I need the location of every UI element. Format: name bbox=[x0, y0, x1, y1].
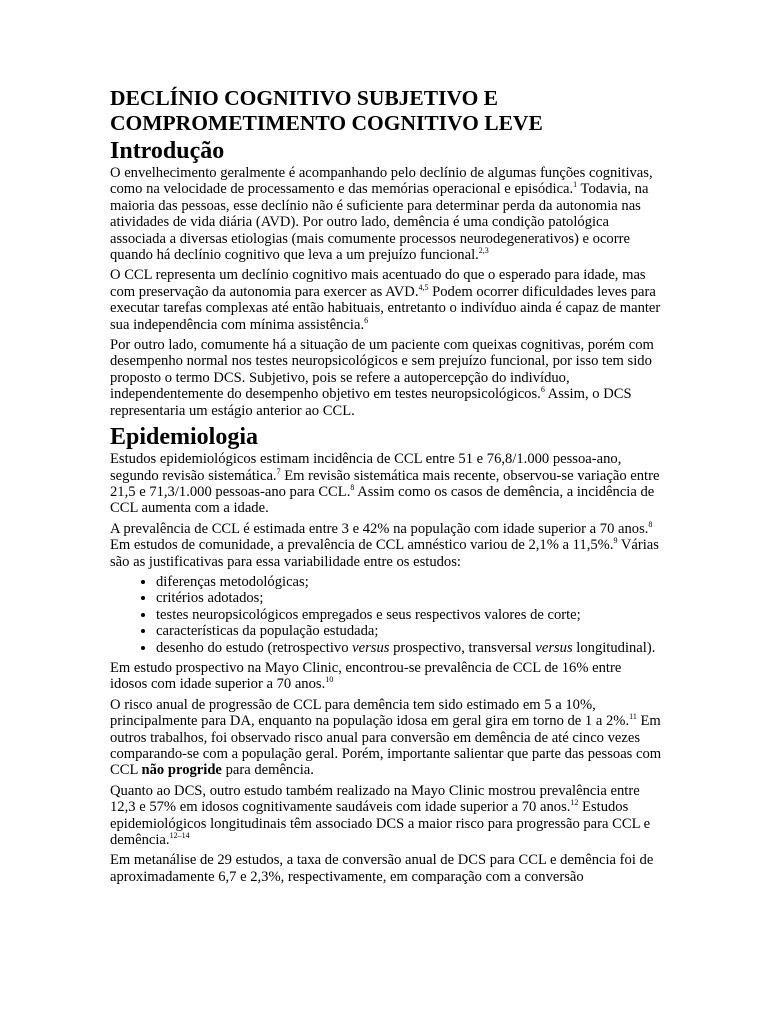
text-run: para demência. bbox=[221, 762, 314, 779]
list-item: • testes neuropsicológicos empregados e seus respectivos valores de corte; bbox=[156, 607, 662, 623]
citation-ref: 1 bbox=[573, 180, 578, 190]
epi-paragraph-5 bbox=[110, 783, 662, 849]
text-run: Em outros trabalhos, foi observado risco anual para conversão em demência de até cinco vezes comparando-se com a população geral. Porém, importante salientar que parte das pessoas com CCL bbox=[110, 713, 662, 779]
text-run: Em revisão sistemática mais recente, observou-se variação entre 21,5 e 71,3/1.000 pessoas-ano para CCL. bbox=[110, 467, 660, 500]
variability-reasons-list bbox=[110, 574, 662, 656]
text-run: longitudinal). bbox=[572, 639, 656, 656]
section-heading-epidemiologia: Epidemiologia bbox=[110, 424, 259, 451]
epi-paragraph-4 bbox=[110, 697, 662, 779]
text-run: A prevalência de CCL é estimada entre 3 e 42% na população com idade superior a 70 anos. bbox=[110, 520, 649, 537]
text-run: Todavia, na maioria das pessoas, esse declínio não é suficiente para determinar perda da autonomia nas atividades de vida diária (AVD). Por outro lado, demência é uma condição patológica associada a diversas etiologias (mais comumente processos neurodegenerativos) e ocorre quando há declínio cognitivo que leva a um prejuízo funcional. bbox=[110, 181, 649, 264]
citation-ref: 6 bbox=[540, 385, 545, 395]
text-run: desenho do estudo (retrospectivo bbox=[156, 639, 353, 656]
intro-paragraph-3 bbox=[110, 337, 662, 419]
citation-ref: 9 bbox=[613, 536, 618, 546]
epi-paragraph-6 bbox=[110, 852, 662, 885]
section-heading-introducao: Introdução bbox=[110, 138, 225, 164]
epi-paragraph-3 bbox=[110, 660, 662, 693]
text-run: Assim como os casos de demência, a incidência de CCL aumenta com a idade. bbox=[110, 483, 655, 517]
text-run: O risco anual de progressão de CCL para demência tem sido estimado em 5 a 10%, principalmente para DA, enquanto na população idosa em geral gira em torno de 1 a 2%. bbox=[110, 696, 630, 730]
list-item: • critérios adotados; bbox=[156, 590, 662, 606]
document-title bbox=[110, 86, 662, 136]
epi-paragraph-2 bbox=[110, 521, 662, 570]
text-run: Assim, o DCS representaria um estágio anterior ao CCL. bbox=[110, 386, 632, 419]
citation-ref: 12–14 bbox=[169, 831, 190, 841]
citation-ref: 11 bbox=[629, 712, 637, 722]
text-run: O envelhecimento geralmente é acompanhando pelo declínio de algumas funções cognitivas, como na velocidade de processamento e das memórias operacional e episódica. bbox=[110, 165, 653, 198]
text-run: Quanto ao DCS, outro estudo também realizado na Mayo Clinic mostrou prevalência entre 12,3 e 57% em idosos cognitivamente saudáveis com idade superior a 70 anos. bbox=[110, 782, 640, 816]
text-run: Em estudo prospectivo na Mayo Clinic, encontrou-se prevalência de CCL de 16% entre idosos com idade superior a 70 anos. bbox=[110, 659, 622, 693]
document-title-line-1: DECLÍNIO COGNITIVO SUBJETIVO E bbox=[110, 86, 499, 110]
citation-ref: 12 bbox=[570, 798, 579, 808]
italic-term: versus bbox=[352, 639, 390, 656]
text-run: Podem ocorrer dificuldades leves para executar tarefas complexas até então habituais, entretanto o indivíduo ainda é capaz de manter sua independência com mínima assistência. bbox=[110, 283, 661, 333]
text-run: Por outro lado, comumente há a situação de um paciente com queixas cognitivas, porém com desempenho normal nos testes neuropsicológicos e sem prejuízo funcional, por isso tem sido proposto o termo DCS. Subjetivo, pois se refere a autopercepção do indivíduo, independentemente do desempenho objetivo em testes neuropsicológicos. bbox=[110, 337, 654, 403]
list-item bbox=[156, 640, 662, 656]
list-item: • características da população estudada; bbox=[156, 623, 662, 639]
text-run: Várias são as justificativas para essa variabilidade entre os estudos: bbox=[110, 537, 659, 570]
document-page bbox=[110, 86, 662, 889]
text-run: Estudos epidemiológicos estimam incidência de CCL entre 51 e 76,8/1.000 pessoa-ano, segundo revisão sistemática. bbox=[110, 451, 622, 484]
list-item: • diferenças metodológicas; bbox=[156, 574, 662, 590]
bold-emphasis: não progride bbox=[141, 762, 222, 779]
intro-paragraph-2 bbox=[110, 267, 662, 333]
citation-ref: 10 bbox=[325, 675, 334, 685]
text-run: Estudos epidemiológicos longitudinais têm associado DCS a maior risco para progressão para CCL e demência. bbox=[110, 799, 651, 849]
citation-ref: 8 bbox=[648, 519, 653, 529]
citation-ref: 4,5 bbox=[418, 282, 429, 292]
document-title-line-2: COMPROMETIMENTO COGNITIVO LEVE bbox=[110, 111, 543, 135]
text-run: Em metanálise de 29 estudos, a taxa de conversão anual de DCS para CCL e demência foi de aproximadamente 6,7 e 2,3%, respectivamente, em comparação com a conversão bbox=[110, 852, 654, 885]
citation-ref: 8 bbox=[350, 482, 355, 492]
italic-term: versus bbox=[535, 639, 573, 656]
text-run: Em estudos de comunidade, a prevalência de CCL amnéstico variou de 2,1% a 11,5%. bbox=[110, 537, 614, 554]
intro-paragraph-1 bbox=[110, 165, 662, 263]
citation-ref: 6 bbox=[364, 315, 369, 325]
citation-ref: 2,3 bbox=[478, 246, 489, 256]
citation-ref: 7 bbox=[276, 466, 281, 476]
epi-paragraph-1 bbox=[110, 451, 662, 517]
text-run: O CCL representa um declínio cognitivo mais acentuado do que o esperado para idade, mas com preservação da autonomia para exercer as AVD. bbox=[110, 267, 646, 300]
text-run: prospectivo, transversal bbox=[389, 639, 536, 656]
